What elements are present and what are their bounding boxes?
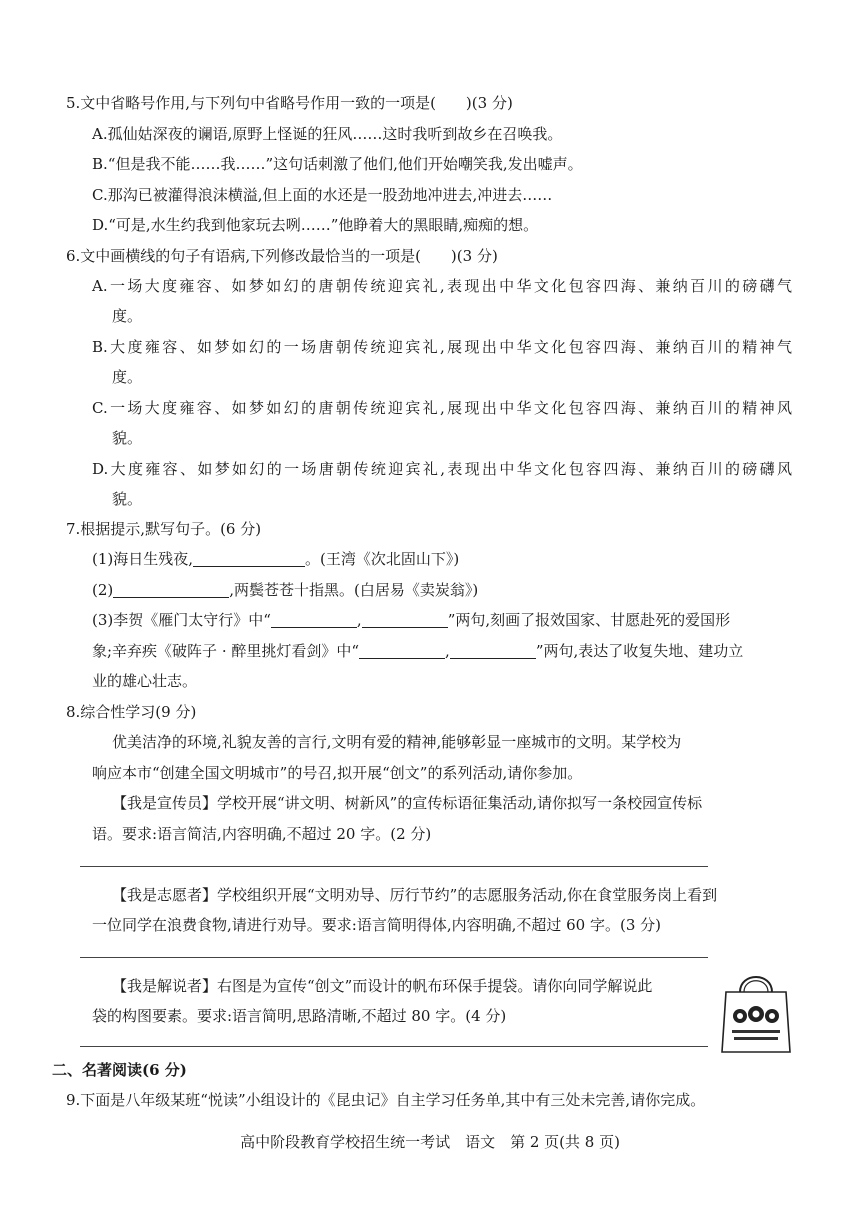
answer-blank[interactable]: [271, 612, 357, 628]
q8-part3-line-1: 【我是解说者】右图是为宣传“创文”而设计的帆布环保手提袋。请你向同学解说此: [112, 977, 653, 995]
answer-line[interactable]: [80, 866, 708, 867]
page-footer: 高中阶段教育学校招生统一考试 语文 第 2 页(共 8 页): [240, 1133, 620, 1151]
q6-option-b-cont: 度。: [112, 368, 143, 386]
q7-s2-suffix: ,两鬓苍苍十指黑。(白居易《卖炭翁》): [229, 581, 479, 599]
q7-s3-l2-suffix: ”两句,表达了收复失地、建功立: [535, 642, 744, 660]
answer-blank[interactable]: [113, 582, 229, 598]
q8-stem: 8.综合性学习(9 分): [66, 703, 197, 721]
q6-option-d-cont: 貌。: [112, 490, 143, 508]
q7-s1-suffix: 。(王湾《次北固山下》): [305, 550, 460, 568]
q5-option-c: C.那沟已被灌得浪沫横溢,但上面的水还是一股劲地冲进去,冲进去……: [92, 186, 553, 204]
q7-s3-l2-prefix: 象;辛弃疾《破阵子 · 醉里挑灯看剑》中“: [92, 642, 360, 660]
answer-blank[interactable]: [450, 643, 536, 659]
q8-part2-line-1: 【我是志愿者】学校组织开展“文明劝导、厉行节约”的志愿服务活动,你在食堂服务岗上看到: [112, 886, 718, 904]
q7-sentence-3-line-3: 业的雄心壮志。: [92, 672, 198, 690]
answer-line[interactable]: [80, 957, 708, 958]
q8-part3-line-2: 袋的构图要素。要求:语言简明,思路清晰,不超过 80 字。(4 分): [92, 1007, 507, 1025]
q7-s3-l1-comma: ,: [356, 611, 362, 629]
q7-s1-prefix: (1)海日生残夜,: [92, 550, 194, 568]
q7-s3-l2-comma: ,: [445, 642, 450, 660]
q5-stem: 5.文中省略号作用,与下列句中省略号作用一致的一项是( )(3 分): [66, 94, 513, 112]
q6-option-b: B.大度雍容、如梦如幻的一场唐朝传统迎宾礼,展现出中华文化包容四海、兼纳百川的精神气: [92, 338, 792, 356]
q6-option-c: C.一场大度雍容、如梦如幻的唐朝传统迎宾礼,展现出中华文化包容四海、兼纳百川的精神风: [92, 399, 792, 417]
q5-option-b: B.“但是我不能……我……”这句话刺激了他们,他们开始嘲笑我,发出嘘声。: [92, 155, 583, 173]
q6-option-c-cont: 貌。: [112, 429, 143, 447]
q7-s2-prefix: (2): [92, 581, 114, 599]
answer-line[interactable]: [80, 1046, 708, 1047]
q7-stem: 7.根据提示,默写句子。(6 分): [66, 520, 262, 538]
answer-blank[interactable]: [362, 612, 448, 628]
q6-option-d: D.大度雍容、如梦如幻的一场唐朝传统迎宾礼,表现出中华文化包容四海、兼纳百川的磅礴风: [92, 460, 792, 478]
q7-sentence-3-line-2: [92, 641, 743, 661]
tote-bag-image: [718, 966, 794, 1054]
q8-part1-line-1: 【我是宣传员】学校开展“讲文明、树新风”的宣传标语征集活动,请你拟写一条校园宣传标: [112, 794, 703, 812]
section-2-title: 二、名著阅读(6 分): [52, 1061, 187, 1079]
q7-sentence-1: [92, 549, 459, 569]
answer-blank[interactable]: [193, 551, 305, 567]
q5-option-d: D.“可是,水生约我到他家玩去咧……”他睁着大的黑眼睛,痴痴的想。: [92, 216, 539, 234]
q7-sentence-3-line-1: [92, 610, 730, 630]
q7-s3-l1-prefix: (3)李贺《雁门太守行》中“: [92, 611, 271, 629]
q9-stem: 9.下面是八年级某班“悦读”小组设计的《昆虫记》自主学习任务单,其中有三处未完善,请你完成。: [66, 1091, 706, 1109]
q8-intro-line-2: 响应本市“创建全国文明城市”的号召,拟开展“创文”的系列活动,请你参加。: [92, 764, 583, 782]
q8-part1-line-2: 语。要求:语言简洁,内容明确,不超过 20 字。(2 分): [92, 825, 432, 843]
q6-option-a-cont: 度。: [112, 307, 143, 325]
q6-option-a: A.一场大度雍容、如梦如幻的唐朝传统迎宾礼,表现出中华文化包容四海、兼纳百川的磅礴气: [92, 277, 792, 295]
q7-sentence-2: [92, 580, 478, 600]
q5-option-a: A.孤仙姑深夜的谰语,原野上怪诞的狂风……这时我听到故乡在召唤我。: [92, 125, 563, 143]
q7-s3-l1-suffix: ”两句,刻画了报效国家、甘愿赴死的爱国形: [447, 611, 731, 629]
answer-blank[interactable]: [359, 643, 445, 659]
q8-intro-line-1: 优美洁净的环境,礼貌友善的言行,文明有爱的精神,能够彰显一座城市的文明。某学校为: [112, 733, 682, 751]
q8-part2-line-2: 一位同学在浪费食物,请进行劝导。要求:语言简明得体,内容明确,不超过 60 字。(3 分): [92, 916, 662, 934]
q6-stem: 6.文中画横线的句子有语病,下列修改最恰当的一项是( )(3 分): [66, 247, 498, 265]
